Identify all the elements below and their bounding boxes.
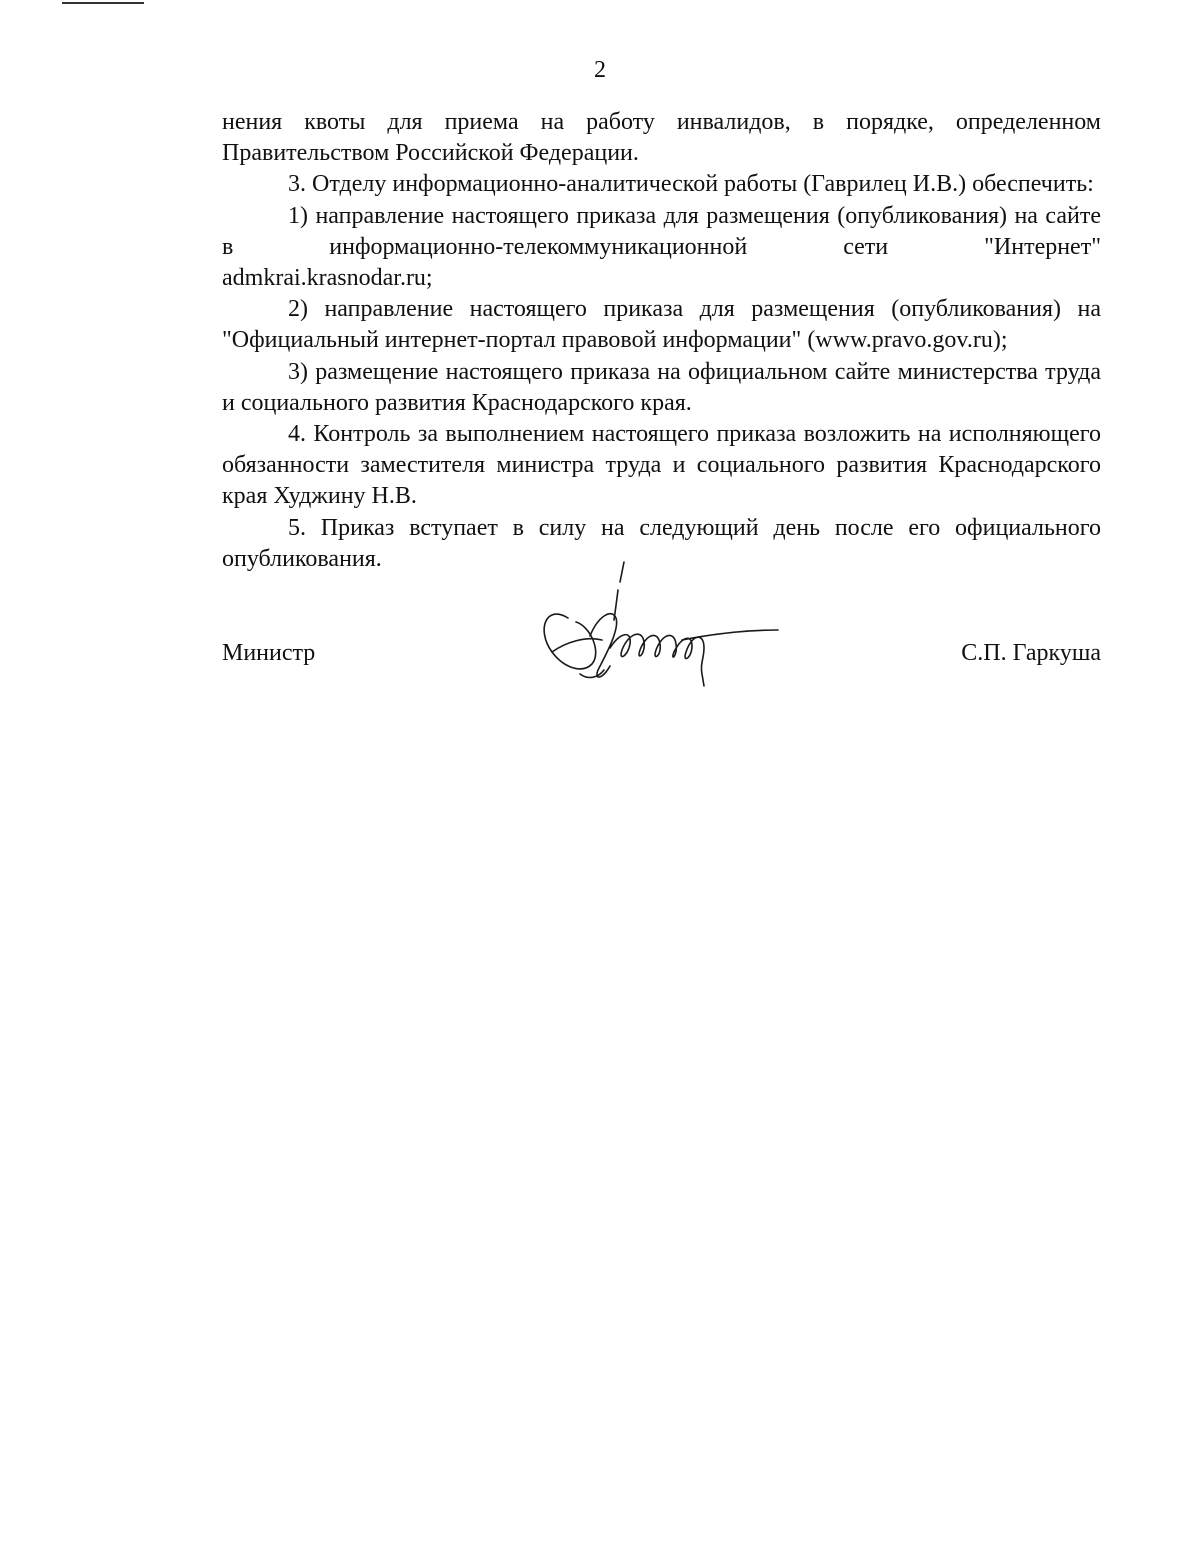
- handwritten-signature: [532, 556, 792, 696]
- signer-name: С.П. Гаркуша: [961, 640, 1101, 666]
- paragraph-item-3-3: 3) размещение настоящего приказа на официальном сайте министерства труда и социального развития Краснодарского края.: [222, 358, 1101, 416]
- page-number: 2: [594, 57, 606, 83]
- scan-edge-mark: [62, 2, 144, 4]
- paragraph-item-5: 5. Приказ вступает в силу на следующий день после его официального опубликования.: [222, 514, 1101, 572]
- paragraph-item-3-1: 1) направление настоящего приказа для размещения (опубликования) на сайте в информационно-телекоммуникационной сети "Интернет": [222, 202, 1101, 260]
- paragraph-item-3-2: 2) направление настоящего приказа для размещения (опубликования) на "Официальный интернет-портал правовой информации" (www.pravo.gov.ru);: [222, 296, 1101, 354]
- paragraph-item-3: 3. Отделу информационно-аналитической работы (Гаврилец И.В.) обеспечить:: [288, 171, 1094, 198]
- paragraph-item-4: 4. Контроль за выполнением настоящего приказа возложить на исполняющего обязанности заместителя министра труда и социального развития Краснодарского края Худжину Н.В.: [222, 421, 1101, 510]
- paragraph-quota-continuation: нения квоты для приема на работу инвалидов, в порядке, определенном Правительством Российской Федерации.: [222, 109, 1101, 167]
- signer-title: Министр: [222, 640, 316, 666]
- document-body: [222, 107, 1101, 575]
- paragraph-item-3-1-site: admkrai.krasnodar.ru;: [222, 265, 433, 292]
